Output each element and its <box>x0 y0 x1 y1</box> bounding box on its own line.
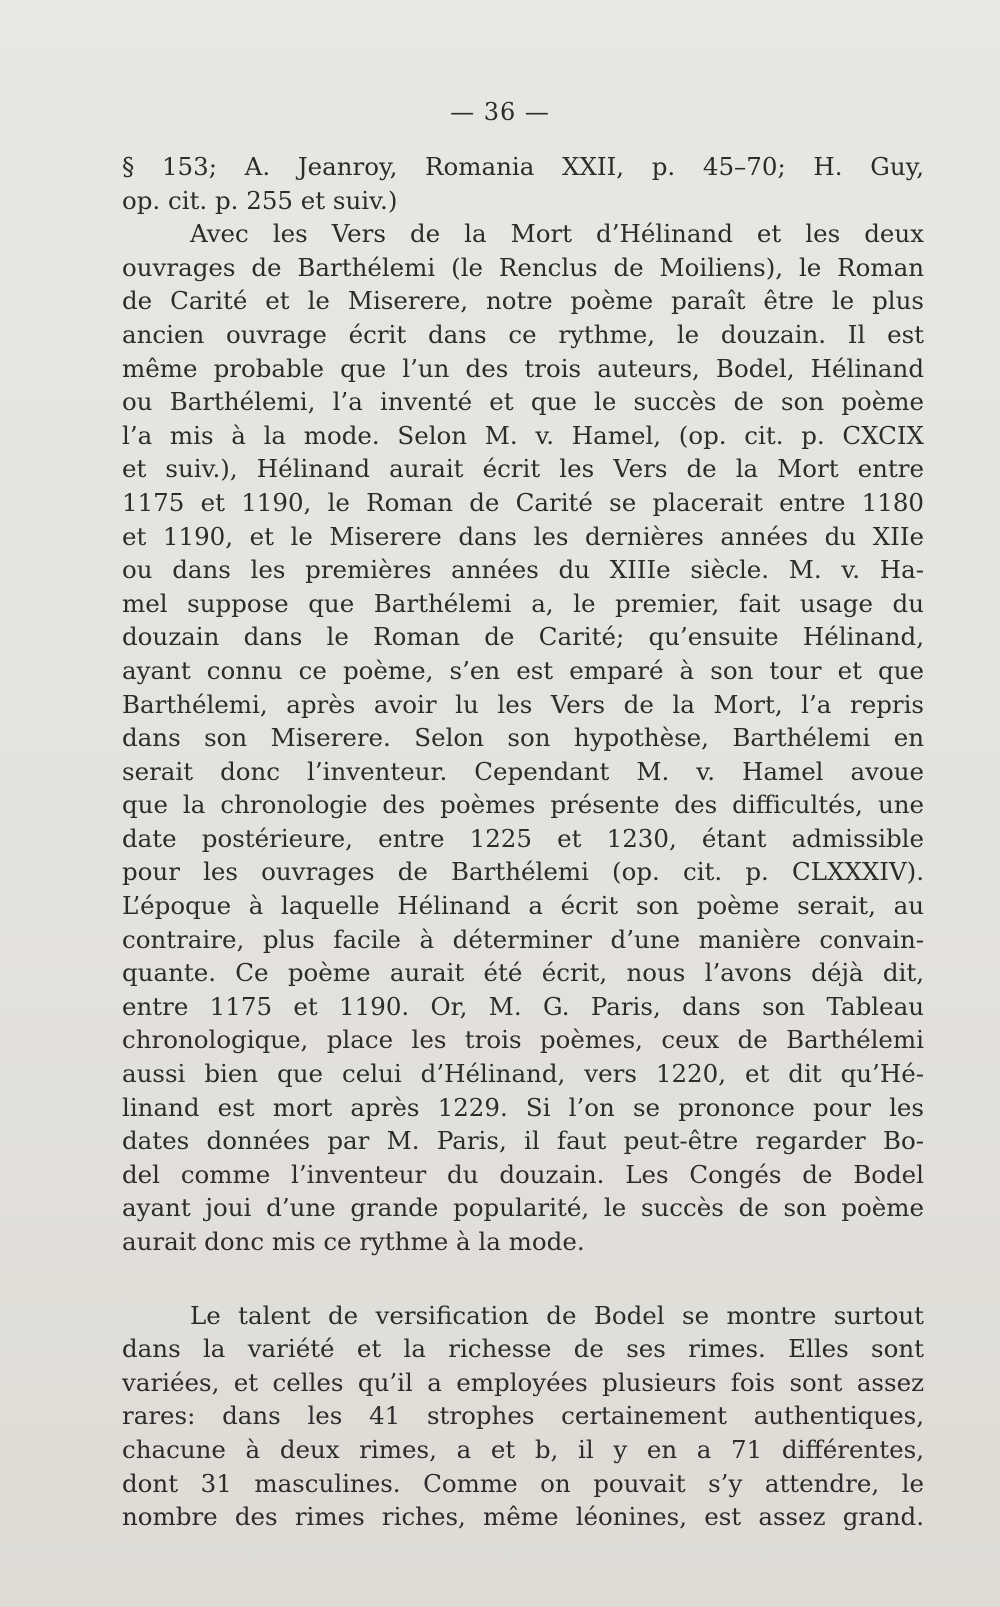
body-text <box>122 150 924 1534</box>
text-line: ou Barthélemi, l’a inventé et que le succès de son poème <box>122 387 924 417</box>
text-line: Avec les Vers de la Mort d’Hélinand et les deux <box>190 219 924 249</box>
text-line: ayant joui d’une grande popularité, le succès de son poème <box>122 1193 924 1223</box>
paragraph <box>122 150 924 217</box>
text-line: serait donc l’inventeur. Cependant M. v. Hamel avoue <box>122 756 924 786</box>
text-line: ouvrages de Barthélemi (le Renclus de Moiliens), le Roman <box>122 252 924 282</box>
text-line: ou dans les premières années du XIIIe siècle. M. v. Ha- <box>122 555 924 585</box>
text-line: même probable que l’un des trois auteurs, Bodel, Hélinand <box>122 353 924 383</box>
text-line: L’époque à laquelle Hélinand a écrit son poème serait, au <box>122 891 924 921</box>
text-line: chronologique, place les trois poèmes, ceux de Barthélemi <box>122 1025 924 1055</box>
text-line: quante. Ce poème aurait été écrit, nous l’avons déjà dit, <box>122 958 924 988</box>
text-line: 1175 et 1190, le Roman de Carité se placerait entre 1180 <box>122 487 924 517</box>
paragraph-gap <box>122 1259 924 1299</box>
text-line: dates données par M. Paris, il faut peut-être regarder Bo- <box>122 1126 924 1156</box>
text-line: de Carité et le Miserere, notre poème paraît être le plus <box>122 286 924 316</box>
text-line: entre 1175 et 1190. Or, M. G. Paris, dans son Tableau <box>122 991 924 1021</box>
text-line: linand est mort après 1229. Si l’on se prononce pour les <box>122 1092 924 1122</box>
text-line: douzain dans le Roman de Carité; qu’ensuite Hélinand, <box>122 622 924 652</box>
text-line: contraire, plus facile à déterminer d’une manière convain- <box>122 924 924 954</box>
text-line: chacune à deux rimes, a et b, il y en a 71 différentes, <box>122 1434 924 1464</box>
paragraph <box>122 1299 924 1534</box>
text-line: date postérieure, entre 1225 et 1230, étant admissible <box>122 823 924 853</box>
text-line: l’a mis à la mode. Selon M. v. Hamel, (op. cit. p. CXCIX <box>122 420 924 450</box>
text-line: pour les ouvrages de Barthélemi (op. cit. p. CLXXXIV). <box>122 857 924 887</box>
text-line: aurait donc mis ce rythme à la mode. <box>122 1227 585 1256</box>
text-line: aussi bien que celui d’Hélinand, vers 1220, et dit qu’Hé- <box>122 1059 924 1089</box>
text-line: ancien ouvrage écrit dans ce rythme, le douzain. Il est <box>122 319 924 349</box>
text-line: Barthélemi, après avoir lu les Vers de la Mort, l’a repris <box>122 689 924 719</box>
text-line: que la chronologie des poèmes présente des difficultés, une <box>122 790 924 820</box>
text-line: et 1190, et le Miserere dans les dernières années du XIIe <box>122 521 924 551</box>
text-line: ayant connu ce poème, s’en est emparé à son tour et que <box>122 655 924 685</box>
text-line: Le talent de versification de Bodel se montre surtout <box>190 1300 924 1330</box>
text-line: op. cit. p. 255 et suiv.) <box>122 185 398 215</box>
text-line: § 153; A. Jeanroy, Romania XXII, p. 45–70; H. Guy, <box>122 152 924 181</box>
text-line: rares: dans les 41 strophes certainement authentiques, <box>122 1401 924 1431</box>
text-line: mel suppose que Barthélemi a, le premier, fait usage du <box>122 588 924 618</box>
text-line: dans son Miserere. Selon son hypothèse, Barthélemi en <box>122 723 924 753</box>
text-line: variées, et celles qu’il a employées plusieurs fois sont assez <box>122 1367 924 1397</box>
text-line: dans la variété et la richesse de ses rimes. Elles sont <box>122 1334 924 1364</box>
text-line: nombre des rimes riches, même léonines, est assez grand. <box>122 1502 924 1532</box>
page-number: — 36 — <box>450 98 550 126</box>
text-line: et suiv.), Hélinand aurait écrit les Vers de la Mort entre <box>122 454 924 484</box>
text-line: del comme l’inventeur du douzain. Les Congés de Bodel <box>122 1159 924 1189</box>
paragraph <box>122 217 924 1258</box>
text-line: dont 31 masculines. Comme on pouvait s’y attendre, le <box>122 1468 924 1498</box>
